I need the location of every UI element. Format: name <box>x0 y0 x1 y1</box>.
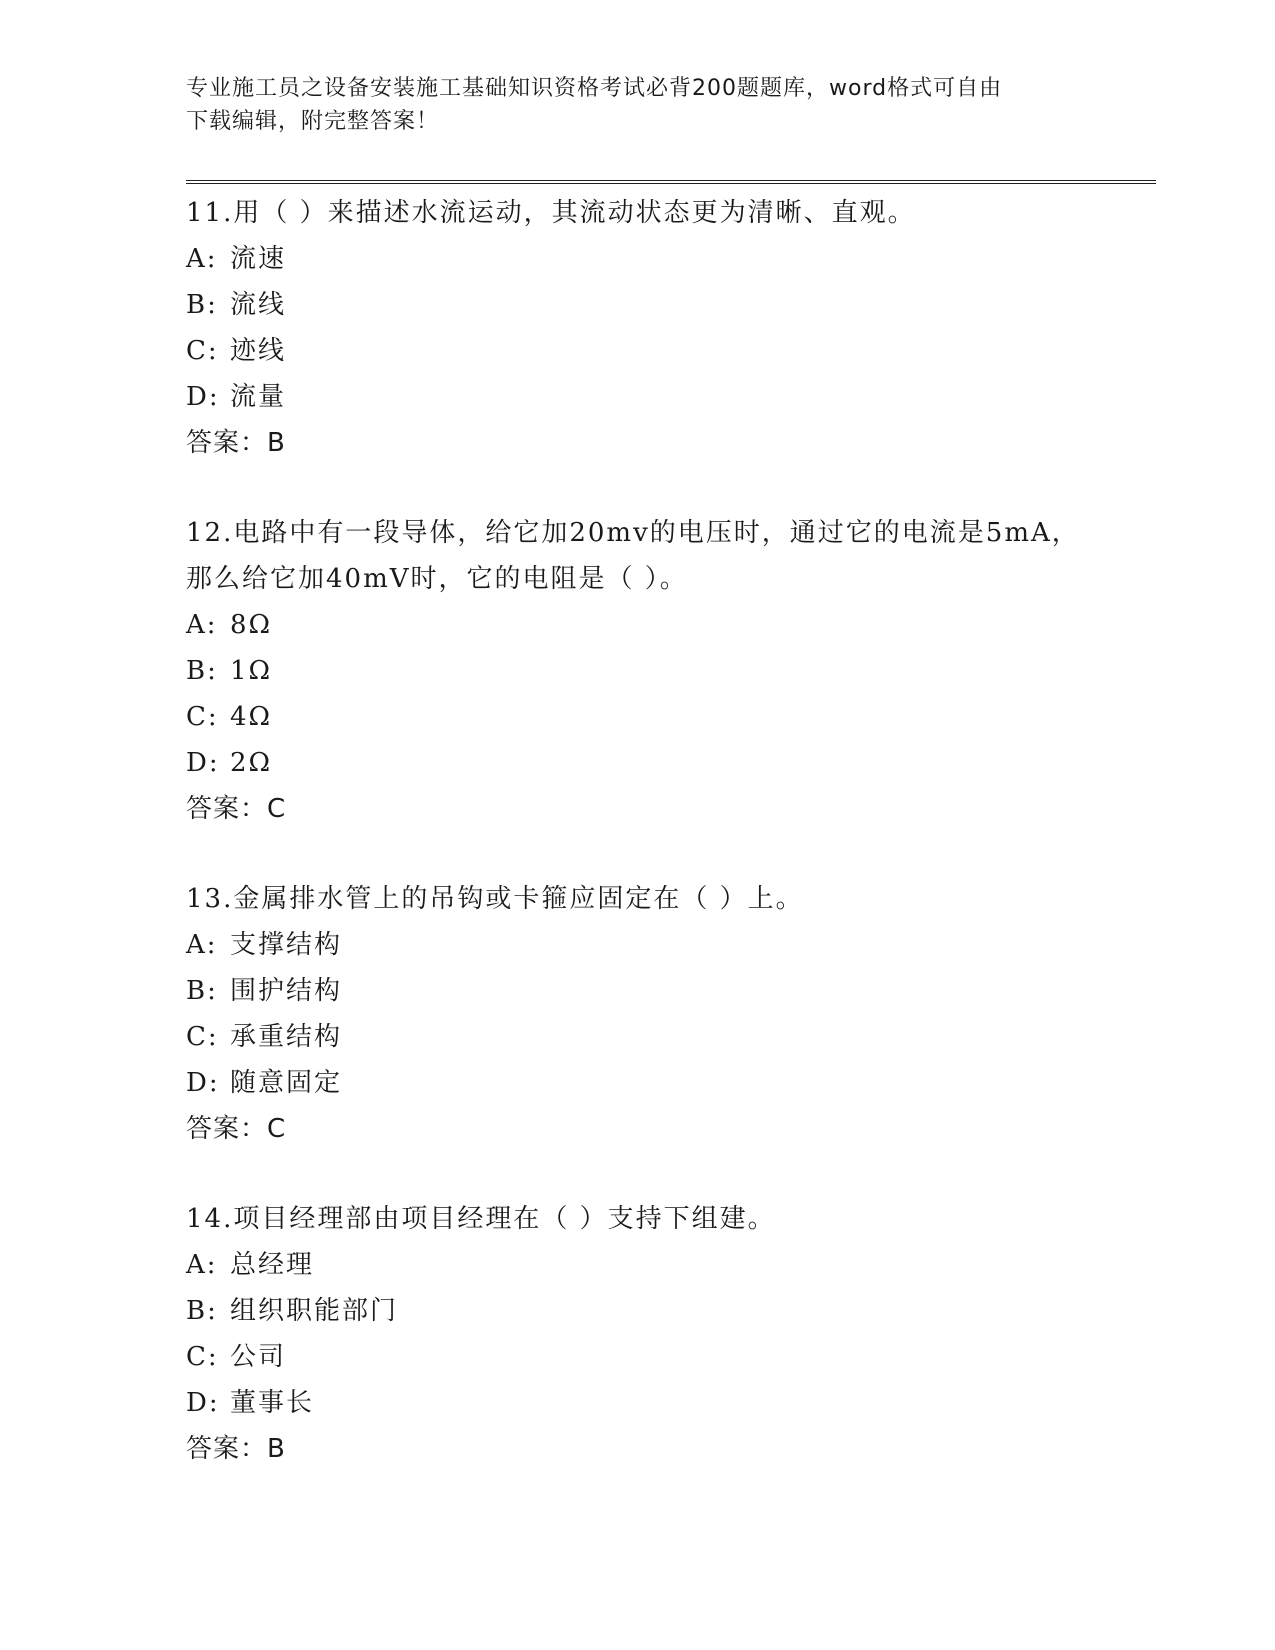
answer-line: 答案：B <box>186 1434 286 1464</box>
option-b <box>186 1288 1156 1334</box>
question-12 <box>186 510 1156 832</box>
option-key: D: <box>186 382 220 412</box>
option-key: C: <box>186 1342 219 1372</box>
option-a <box>186 922 1156 968</box>
option-text: 组织职能部门 <box>230 1296 399 1326</box>
option-c <box>186 694 1156 740</box>
document-header <box>186 72 1066 138</box>
option-key: B: <box>186 290 218 320</box>
option-a <box>186 602 1156 648</box>
answer-line: 答案：C <box>186 1114 287 1144</box>
option-text: 总经理 <box>230 1250 315 1280</box>
option-text: 公司 <box>230 1342 287 1372</box>
option-key: C: <box>186 336 219 366</box>
option-b <box>186 968 1156 1014</box>
option-key: A: <box>186 930 218 960</box>
question-11 <box>186 190 1156 466</box>
option-text: 承重结构 <box>230 1022 343 1052</box>
question-list <box>186 190 1156 1472</box>
option-a <box>186 236 1156 282</box>
header-divider <box>186 180 1156 184</box>
option-text: 8Ω <box>230 610 273 640</box>
option-key: B: <box>186 976 218 1006</box>
option-d <box>186 1060 1156 1106</box>
option-key: C: <box>186 702 219 732</box>
option-text: 围护结构 <box>230 976 343 1006</box>
question-stem: 13.金属排水管上的吊钩或卡箍应固定在（ ）上。 <box>186 884 804 914</box>
option-key: A: <box>186 244 218 274</box>
option-text: 2Ω <box>230 748 273 778</box>
option-b <box>186 648 1156 694</box>
option-c <box>186 328 1156 374</box>
document-page <box>186 72 1156 1516</box>
option-b <box>186 282 1156 328</box>
header-line-2: 下载编辑，附完整答案！ <box>186 109 440 134</box>
question-stem: 11.用（ ）来描述水流运动，其流动状态更为清晰、直观。 <box>186 198 916 228</box>
option-text: 迹线 <box>230 336 287 366</box>
question-13 <box>186 876 1156 1152</box>
option-text: 董事长 <box>230 1388 315 1418</box>
option-key: A: <box>186 1250 218 1280</box>
question-stem: 14.项目经理部由项目经理在（ ）支持下组建。 <box>186 1204 776 1234</box>
option-c <box>186 1334 1156 1380</box>
answer-line: 答案：B <box>186 428 286 458</box>
option-text: 流线 <box>230 290 287 320</box>
option-d <box>186 374 1156 420</box>
option-text: 流速 <box>230 244 287 274</box>
option-d <box>186 740 1156 786</box>
option-key: B: <box>186 656 218 686</box>
option-key: C: <box>186 1022 219 1052</box>
option-text: 4Ω <box>230 702 273 732</box>
option-key: D: <box>186 748 220 778</box>
option-text: 支撑结构 <box>230 930 343 960</box>
option-d <box>186 1380 1156 1426</box>
question-stem: 12.电路中有一段导体，给它加20mv的电压时，通过它的电流是5mA，那么给它加40mV时，它的电阻是（ ）。 <box>186 518 1080 594</box>
option-key: D: <box>186 1388 220 1418</box>
option-key: B: <box>186 1296 218 1326</box>
answer-line: 答案：C <box>186 794 287 824</box>
option-text: 流量 <box>230 382 287 412</box>
header-line-1: 专业施工员之设备安装施工基础知识资格考试必背200题题库，word格式可自由 <box>186 76 1003 101</box>
option-a <box>186 1242 1156 1288</box>
option-key: D: <box>186 1068 220 1098</box>
option-text: 1Ω <box>230 656 273 686</box>
option-c <box>186 1014 1156 1060</box>
question-14 <box>186 1196 1156 1472</box>
option-text: 随意固定 <box>230 1068 343 1098</box>
option-key: A: <box>186 610 218 640</box>
